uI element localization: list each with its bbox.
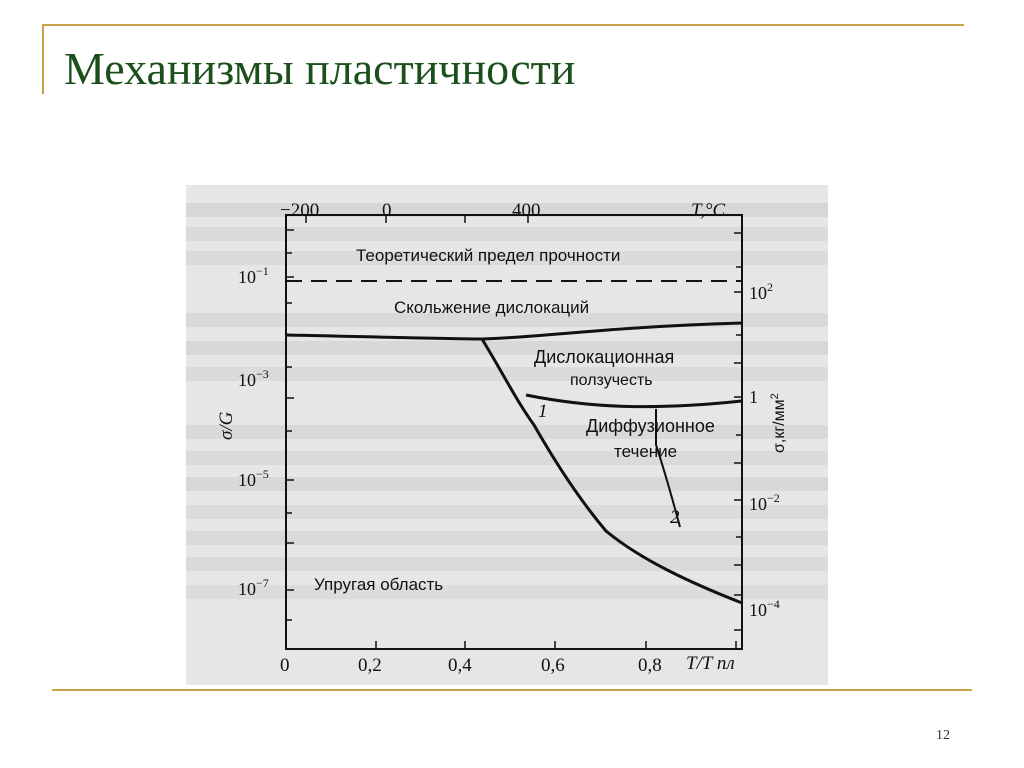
curve-2-label: 2 [670, 507, 680, 528]
left-axis-tick-label: $10^{-3}$ [238, 367, 269, 390]
curve-1-label: 1 [538, 401, 548, 422]
top-axis-tick-label: 400 [512, 200, 541, 221]
map-svg [186, 185, 828, 685]
region-dislocation-creep-line1: Дислокационная [534, 347, 675, 367]
region-elastic: Упругая область [314, 575, 444, 594]
deformation-mechanism-map [186, 185, 828, 685]
top-axis-tick-label: 0 [382, 200, 392, 221]
decorative-bottom-line [52, 689, 972, 691]
slide-title: Механизмы пластичности [64, 43, 576, 94]
decorative-top-line [42, 24, 964, 26]
left-axis-tick-label: $10^{-1}$ [238, 264, 269, 287]
region-theoretical-limit: Теоретический предел прочности [356, 246, 621, 265]
top-axis-label: T,°C [691, 200, 726, 221]
bottom-axis-tick-label: 0 [280, 655, 290, 676]
left-axis-tick-label: $10^{-5}$ [238, 467, 269, 490]
right-axis-tick-label: $10^2$ [749, 280, 773, 303]
left-axis-tick-label: $10^{-7}$ [238, 576, 269, 599]
right-axis-tick-label: $10^{-4}$ [749, 597, 780, 620]
bottom-axis-tick-label: 0,6 [541, 655, 565, 676]
right-axis-tick-label: 1 [749, 387, 758, 407]
top-axis-tick-label: −200 [280, 200, 320, 221]
bottom-axis-tick-label: 0,2 [358, 655, 382, 676]
region-dislocation-creep-line2: ползучесть [570, 372, 653, 389]
right-axis-tick-label: $10^{-2}$ [749, 491, 780, 514]
right-axis-label: $\sigma,кг/мм^2$ [769, 393, 788, 453]
region-dislocation-glide: Скольжение дислокаций [394, 298, 590, 317]
bottom-axis-label: T/T пл [686, 653, 735, 674]
decorative-vertical-line [42, 24, 44, 94]
region-diffusion-flow-line2: течение [614, 442, 678, 461]
left-axis-label: σ/G [216, 411, 237, 440]
region-diffusion-flow-line1: Диффузионное [586, 416, 715, 436]
bottom-axis-tick-label: 0,4 [448, 655, 472, 676]
bottom-axis-tick-label: 0,8 [638, 655, 662, 676]
page-number: 12 [936, 728, 950, 743]
